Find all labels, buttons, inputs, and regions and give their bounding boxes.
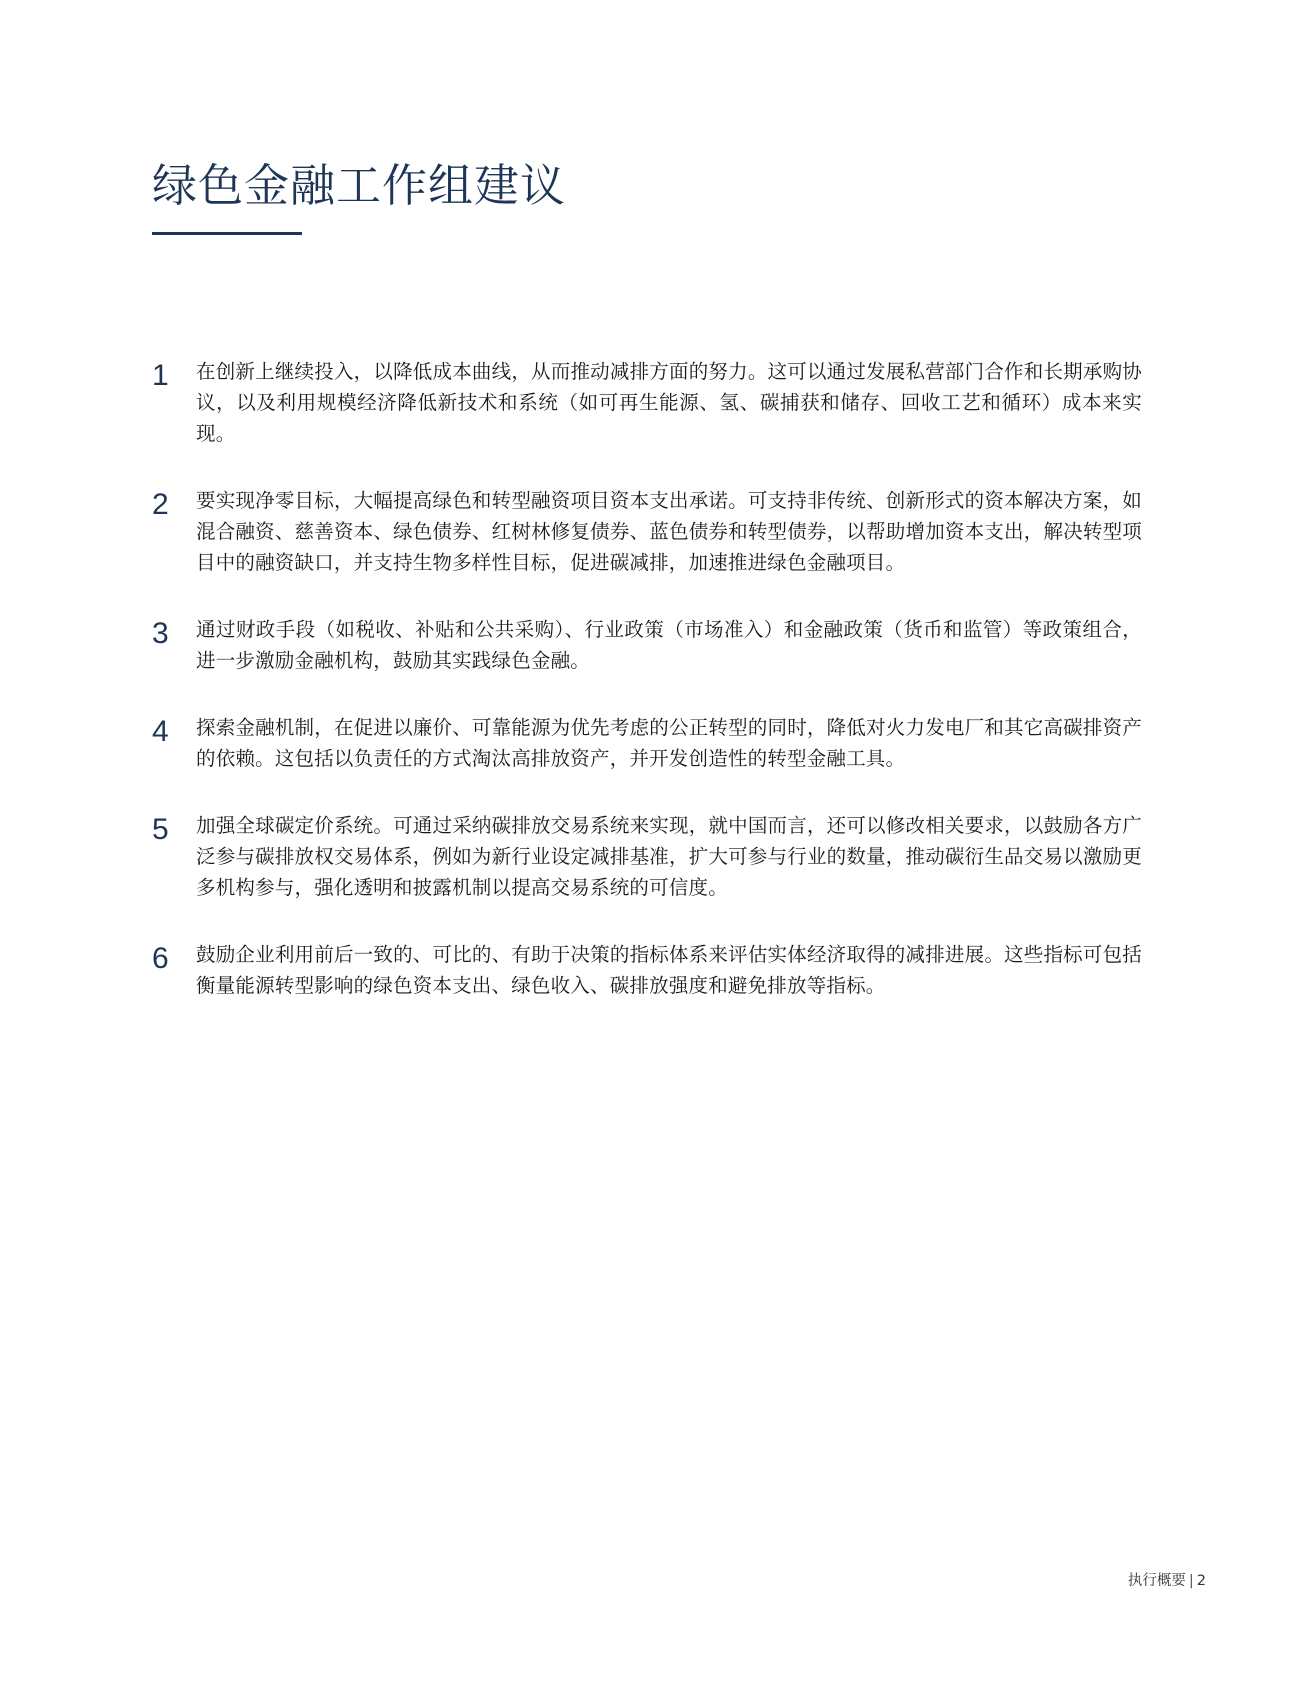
recommendation-text: 鼓励企业利用前后一致的、可比的、有助于决策的指标体系来评估实体经济取得的减排进展。这些指标可包括衡量能源转型影响的绿色资本支出、绿色收入、碳排放强度和避免排放等指标。 — [196, 943, 1142, 997]
page-title: 绿色金融工作组建议 — [152, 159, 567, 212]
recommendation-item — [152, 939, 1142, 1001]
recommendation-text: 要实现净零目标，大幅提高绿色和转型融资项目资本支出承诺。可支持非传统、创新形式的资本解决方案，如混合融资、慈善资本、绿色债券、红树林修复债券、蓝色债券和转型债券，以帮助增加资本支出，解决转型项目中的融资缺口，并支持生物多样性目标，促进碳减排，加速推进绿色金融项目。 — [196, 489, 1142, 574]
recommendation-number: 2 — [152, 488, 169, 521]
recommendation-list — [152, 356, 1142, 1037]
footer-separator: | — [1188, 1573, 1194, 1589]
recommendation-item — [152, 614, 1142, 676]
recommendation-item — [152, 356, 1142, 449]
page-footer — [1128, 1571, 1206, 1591]
recommendation-item — [152, 485, 1142, 578]
recommendation-number: 1 — [152, 359, 169, 392]
recommendation-text: 在创新上继续投入，以降低成本曲线，从而推动减排方面的努力。这可以通过发展私营部门合作和长期承购协议，以及利用规模经济降低新技术和系统（如可再生能源、氢、碳捕获和储存、回收工艺和循环）成本来实现。 — [196, 360, 1142, 445]
recommendation-number: 4 — [152, 715, 169, 748]
recommendation-item — [152, 810, 1142, 903]
recommendation-text: 加强全球碳定价系统。可通过采纳碳排放交易系统来实现，就中国而言，还可以修改相关要求，以鼓励各方广泛参与碳排放权交易体系，例如为新行业设定减排基准，扩大可参与行业的数量，推动碳衍生品交易以激励更多机构参与，强化透明和披露机制以提高交易系统的可信度。 — [196, 814, 1142, 899]
footer-section-label: 执行概要 — [1127, 1573, 1186, 1589]
recommendation-number: 3 — [152, 617, 169, 650]
page-number: 2 — [1196, 1573, 1206, 1589]
recommendation-item — [152, 712, 1142, 774]
recommendation-number: 6 — [152, 942, 169, 975]
title-underline — [152, 232, 302, 235]
recommendation-text: 探索金融机制，在促进以廉价、可靠能源为优先考虑的公正转型的同时，降低对火力发电厂和其它高碳排资产的依赖。这包括以负责任的方式淘汰高排放资产，并开发创造性的转型金融工具。 — [196, 716, 1142, 770]
recommendation-text: 通过财政手段（如税收、补贴和公共采购）、行业政策（市场准入）和金融政策（货币和监管）等政策组合，进一步激励金融机构，鼓励其实践绿色金融。 — [196, 618, 1142, 672]
recommendation-number: 5 — [152, 813, 169, 846]
